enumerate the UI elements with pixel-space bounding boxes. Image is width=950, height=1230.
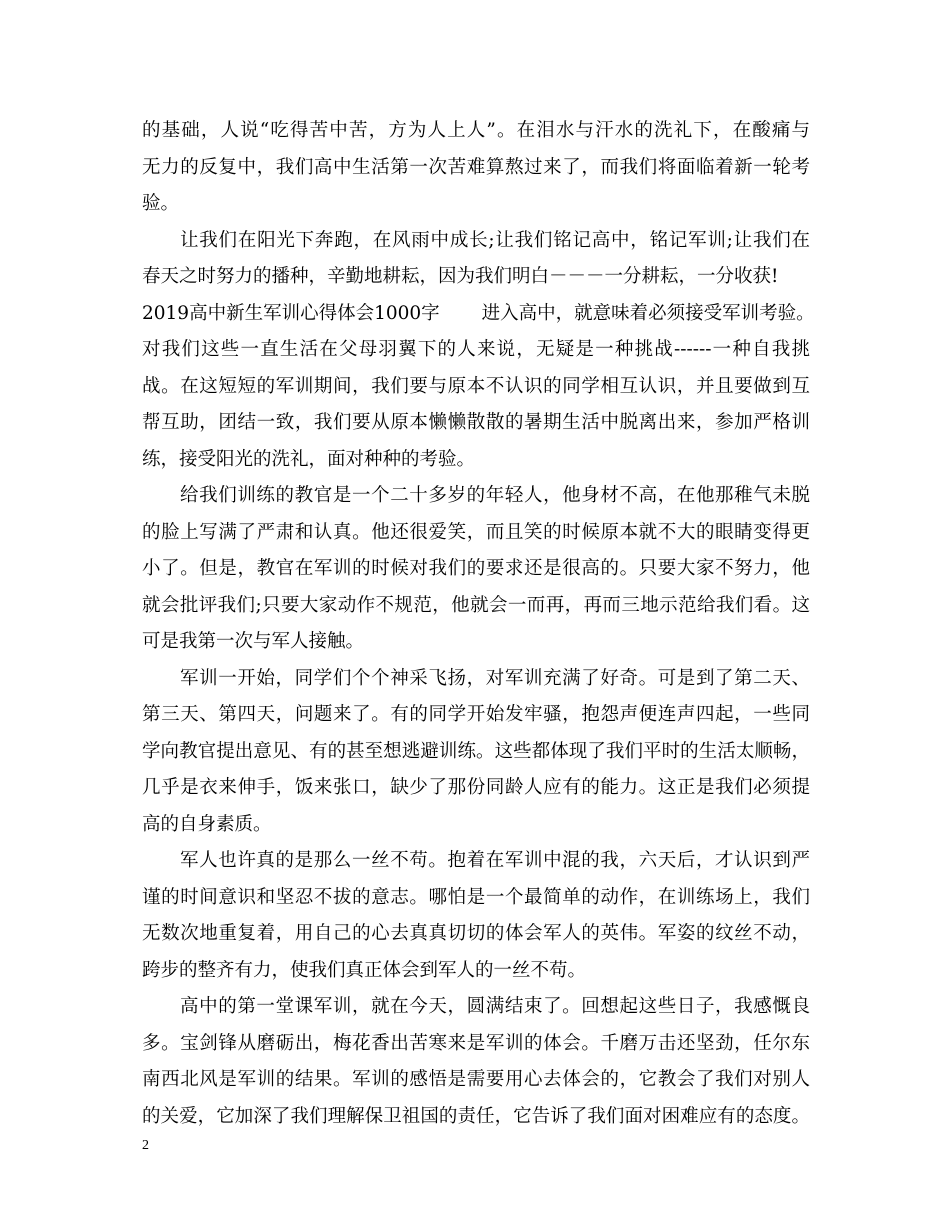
heading-line bbox=[142, 296, 815, 333]
text-line: 给我们训练的教官是一个二十多岁的年轻人，他身材不高，在他那稚气未脱 bbox=[180, 485, 810, 506]
text-line: 谨的时间意识和坚忍不拔的意志。哪怕是一个最简单的动作，在训练场上，我们 bbox=[142, 886, 810, 908]
text-line: 小了。但是，教官在军训的时候对我们的要求还是很高的。只要大家不努力，他 bbox=[142, 558, 810, 579]
text-line: 高的自身素质。 bbox=[142, 813, 272, 835]
text-line: 让我们在阳光下奔跑，在风雨中成长;让我们铭记高中，铭记军训;让我们在 bbox=[180, 229, 810, 251]
text-line: 的脸上写满了严肃和认真。他还很爱笑，而且笑的时候原本就不大的眼睛变得更 bbox=[142, 521, 810, 543]
heading-continuation: 进入高中，就意味着必须接受军训考验。 bbox=[481, 302, 815, 324]
text-line: 多。宝剑锋从磨砺出，梅花香出苦寒来是军训的体会。千磨万击还坚劲，任尔东 bbox=[142, 1032, 810, 1054]
text-line: 南西北风是军训的结果。军训的感悟是需要用心去体会的，它教会了我们对别人 bbox=[142, 1069, 810, 1090]
text-line: 军训一开始，同学们个个神采飞扬，对军训充满了好奇。可是到了第二天、 bbox=[180, 667, 810, 689]
text-line: 高中的第一堂课军训，就在今天，圆满结束了。回想起这些日子，我感慨良 bbox=[180, 996, 810, 1017]
text-line: 几乎是衣来伸手，饭来张口，缺少了那份同龄人应有的能力。这正是我们必须提 bbox=[142, 777, 810, 798]
text-line: 战。在这短短的军训期间，我们要与原本不认识的同学相互认识，并且要做到互 bbox=[142, 375, 810, 397]
text-line: 验。 bbox=[142, 193, 180, 214]
text-line: 无数次地重复着，用自己的心去真真切切的体会军人的英伟。军姿的纹丝不动， bbox=[142, 923, 810, 944]
text-line: 军人也许真的是那么一丝不苟。抱着在军训中混的我，六天后，才认识到严 bbox=[180, 850, 810, 871]
text-line: 的关爱，它加深了我们理解保卫祖国的责任，它告诉了我们面对困难应有的态度。 bbox=[142, 1105, 810, 1127]
text-line: 对我们这些一直生活在父母羽翼下的人来说，无疑是一种挑战------一种自我挑 bbox=[142, 339, 810, 360]
article-heading: 2019高中新生军训心得体会1000字 bbox=[142, 302, 440, 324]
text-line: 可是我第一次与军人接触。 bbox=[142, 631, 365, 652]
text-line: 学向教官提出意见、有的甚至想逃避训练。这些都体现了我们平时的生活太顺畅， bbox=[142, 740, 810, 762]
text-line: 帮互助，团结一致，我们要从原本懒懒散散的暑期生活中脱离出来，参加严格训 bbox=[142, 412, 810, 433]
text-line: 春天之时努力的播种，辛勤地耕耘，因为我们明白－－－一分耕耘，一分收获! bbox=[142, 266, 779, 287]
text-block-1 bbox=[142, 113, 810, 296]
text-line: 的基础，人说“吃得苦中苦，方为人上人”。在泪水与汗水的洗礼下，在酸痛与 bbox=[142, 120, 810, 141]
text-line: 就会批评我们;只要大家动作不规范，他就会一而再，再而三地示范给我们看。这 bbox=[142, 594, 810, 616]
text-line: 无力的反复中，我们高中生活第一次苦难算熬过来了，而我们将面临着新一轮考 bbox=[142, 156, 810, 178]
text-line: 第三天、第四天，问题来了。有的同学开始发牢骚，抱怨声便连声四起，一些同 bbox=[142, 704, 810, 725]
document-body bbox=[142, 113, 815, 1135]
text-line: 练，接受阳光的洗礼，面对种种的考验。 bbox=[142, 448, 476, 470]
text-block-2 bbox=[142, 332, 810, 1135]
page-number: 2 bbox=[142, 1138, 149, 1153]
text-line: 跨步的整齐有力，使我们真正体会到军人的一丝不苟。 bbox=[142, 959, 587, 981]
